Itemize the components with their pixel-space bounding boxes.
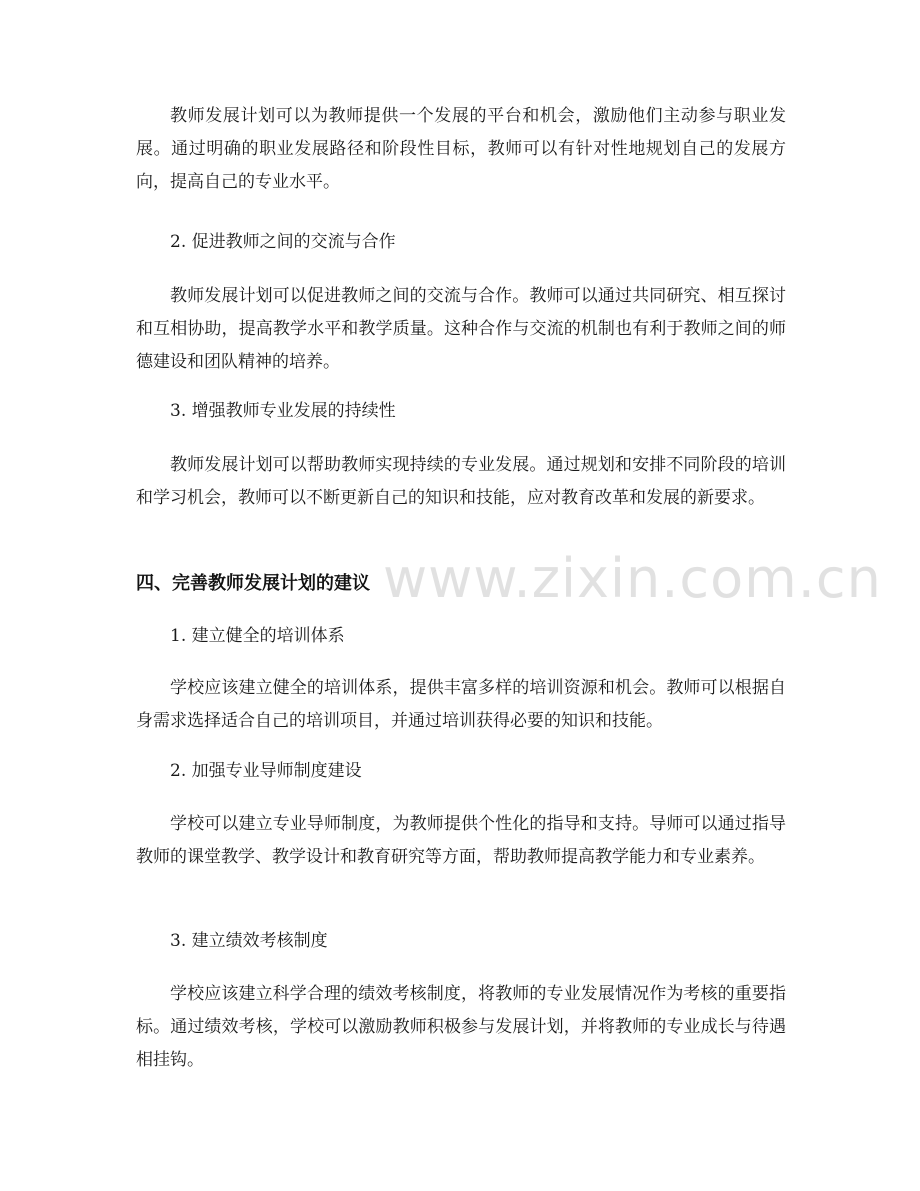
paragraph-exchange: 教师发展计划可以促进教师之间的交流与合作。教师可以通过共同研究、相互探讨和互相协助，提高教学水平和教学质量。这种合作与交流的机制也有利于教师之间的师德建设和团队精神的培养。: [136, 286, 786, 372]
paragraph-performance: 学校应该建立科学合理的绩效考核制度，将教师的专业发展情况作为考核的重要指标。通过绩效考核，学校可以激励教师积极参与发展计划，并将教师的专业成长与待遇相挂钩。: [136, 984, 786, 1070]
watermark: www.zixin.com.cn: [383, 547, 882, 610]
paragraph-platform: 教师发展计划可以为教师提供一个发展的平台和机会，激励他们主动参与职业发展。通过明确的职业发展路径和阶段性目标，教师可以有针对性地规划自己的发展方向，提高自己的专业水平。: [136, 106, 786, 192]
paragraph-mentor-system: 学校可以建立专业导师制度，为教师提供个性化的指导和支持。导师可以通过指导教师的课堂教学、教学设计和教育研究等方面，帮助教师提高教学能力和专业素养。: [136, 814, 786, 867]
item-title-training-system: 1. 建立健全的培训体系: [170, 626, 345, 646]
item-title-performance: 3. 建立绩效考核制度: [170, 931, 328, 951]
paragraph-continuity: 教师发展计划可以帮助教师实现持续的专业发展。通过规划和安排不同阶段的培训和学习机会，教师可以不断更新自己的知识和技能，应对教育改革和发展的新要求。: [136, 455, 786, 508]
item-title-exchange: 2. 促进教师之间的交流与合作: [170, 232, 396, 252]
paragraph-training-system: 学校应该建立健全的培训体系，提供丰富多样的培训资源和机会。教师可以根据自身需求选择适合自己的培训项目，并通过培训获得必要的知识和技能。: [136, 678, 786, 731]
item-title-mentor-system: 2. 加强专业导师制度建设: [170, 761, 362, 781]
section-heading-suggestions: 四、完善教师发展计划的建议: [136, 573, 370, 594]
item-title-continuity: 3. 增强教师专业发展的持续性: [170, 401, 396, 421]
